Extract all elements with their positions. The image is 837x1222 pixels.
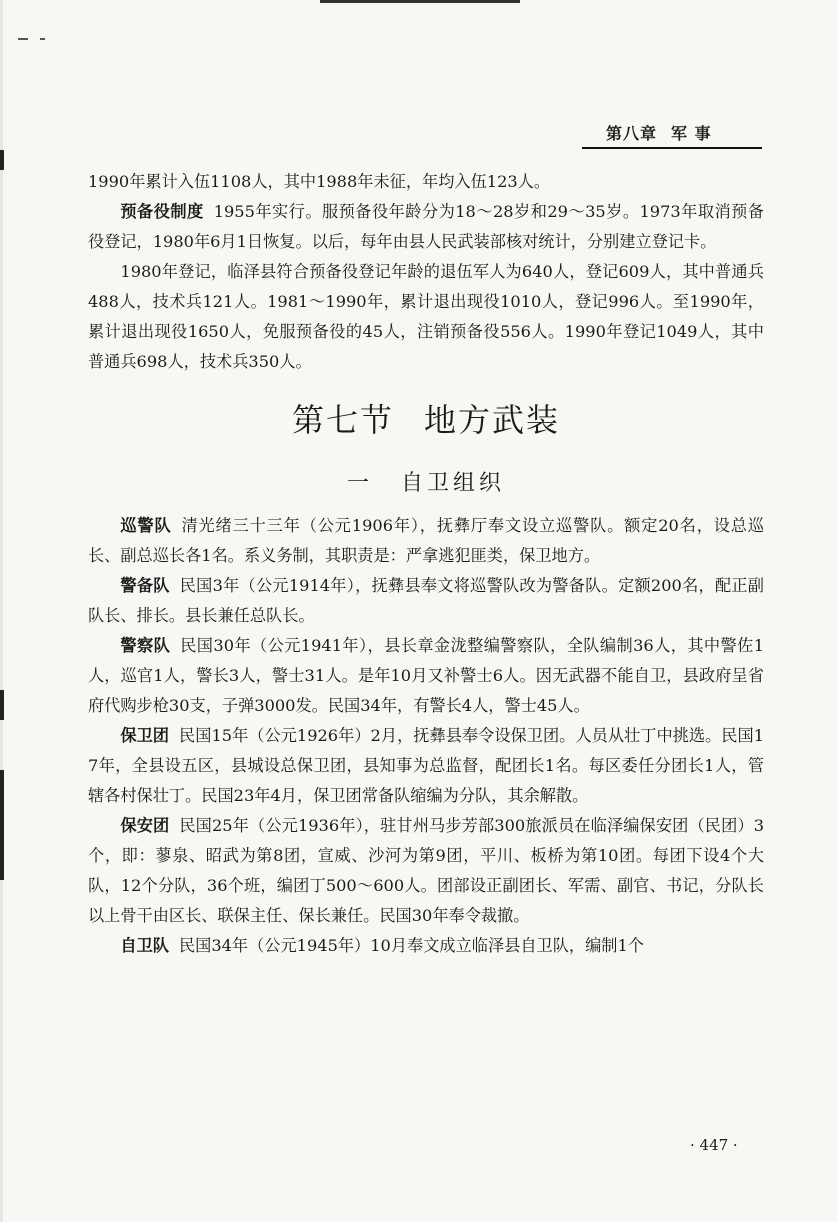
paragraph-text: 民国3年（公元1914年），抚彝县奉文将巡警队改为警备队。定额200名，配正副队长、排长。县长兼任总队长。 xyxy=(88,576,764,625)
paragraph xyxy=(88,571,764,631)
scan-edge-top xyxy=(320,0,520,3)
paragraph xyxy=(88,931,764,961)
subsection-title xyxy=(88,467,764,501)
paragraph-term: 保安团 xyxy=(120,816,170,835)
paragraph-text: 民国15年（公元1926年）2月，抚彝县奉令设保卫团。人员从壮丁中挑选。民国17年，全县设五区，县城设总保卫团，县知事为总监督，配团长1名。每区委任分团长1人，管辖各村保壮丁。民国23年4月，保卫团常备队缩编为分队，其余解散。 xyxy=(88,726,765,805)
paragraph-term: 预备役制度 xyxy=(120,202,204,221)
section-number: 第七节 xyxy=(291,401,394,439)
paragraph-term: 警察队 xyxy=(120,636,171,655)
paragraph-text: 民国25年（公元1936年），驻甘州马步芳部300旅派员在临泽编保安团（民团）3个，即：蓼泉、昭武为第8团，宣威、沙河为第9团，平川、板桥为第10团。每团下设4个大队，12个分队，36个班，编团丁500～600人。团部设正副团长、军需、副官、书记，分队长以上骨干由区长、联保主任、保长兼任。民国30年奉令裁撤。 xyxy=(88,816,765,925)
running-head xyxy=(606,121,712,144)
section-title xyxy=(88,397,764,443)
scan-mark xyxy=(0,150,4,170)
scan-mark xyxy=(0,770,4,880)
paragraph xyxy=(88,721,764,811)
paragraph-term: 警备队 xyxy=(120,576,170,595)
subsection-heading: 自卫组织 xyxy=(401,471,506,496)
header-rule xyxy=(582,147,762,149)
paragraph xyxy=(88,257,764,377)
paragraph-text: 1980年登记，临泽县符合预备役登记年龄的退伍军人为640人，登记609人，其中普通兵488人，技术兵121人。1981～1990年，累计退出现役1010人，登记996人。至1990年，累计退出现役1650人，免服预备役的45人，注销预备役556人。1990年登记1049人，其中普通兵698人，技术兵350人。 xyxy=(88,262,764,371)
section-heading: 地方武装 xyxy=(424,401,561,439)
paragraph-text: 清光绪三十三年（公元1906年），抚彝厅奉文设立巡警队。额定20名，设总巡长、副总巡长各1名。系义务制，其职责是：严拿逃犯匪类，保卫地方。 xyxy=(88,516,764,565)
scan-mark xyxy=(0,690,4,720)
paragraph xyxy=(88,511,764,571)
paragraph xyxy=(88,197,764,257)
paragraph-text: 民国30年（公元1941年），县长章金泷整编警察队，全队编制36人，其中警佐1人，巡官1人，警长3人，警士31人。是年10月又补警士6人。因无武器不能自卫，县政府呈省府代购步枪30支，子弹3000发。民国34年，有警长4人，警士45人。 xyxy=(88,636,765,715)
paragraph-text: 民国34年（公元1945年）10月奉文成立临泽县自卫队，编制1个 xyxy=(178,936,644,955)
subsection-number: 一 xyxy=(346,471,373,496)
page-number: · 447 · xyxy=(690,1136,738,1154)
paragraph-text: 1955年实行。服预备役年龄分为18～28岁和29～35岁。1973年取消预备役登记，1980年6月1日恢复。以后，每年由县人民武装部核对统计，分别建立登记卡。 xyxy=(88,202,764,251)
paragraph xyxy=(88,631,764,721)
scan-mark xyxy=(40,38,45,40)
running-head-title: 军 事 xyxy=(671,124,712,143)
scan-mark xyxy=(18,38,28,40)
paragraph-term: 保卫团 xyxy=(120,726,170,745)
paragraph-term: 自卫队 xyxy=(120,936,169,955)
paragraph xyxy=(88,167,764,197)
scan-edge-left xyxy=(0,0,3,1222)
page-body xyxy=(88,167,764,961)
paragraph xyxy=(88,811,764,931)
paragraph-text: 1990年累计入伍1108人，其中1988年未征，年均入伍123人。 xyxy=(88,172,551,191)
paragraph-term: 巡警队 xyxy=(120,516,172,535)
running-head-chapter: 第八章 xyxy=(606,124,658,143)
